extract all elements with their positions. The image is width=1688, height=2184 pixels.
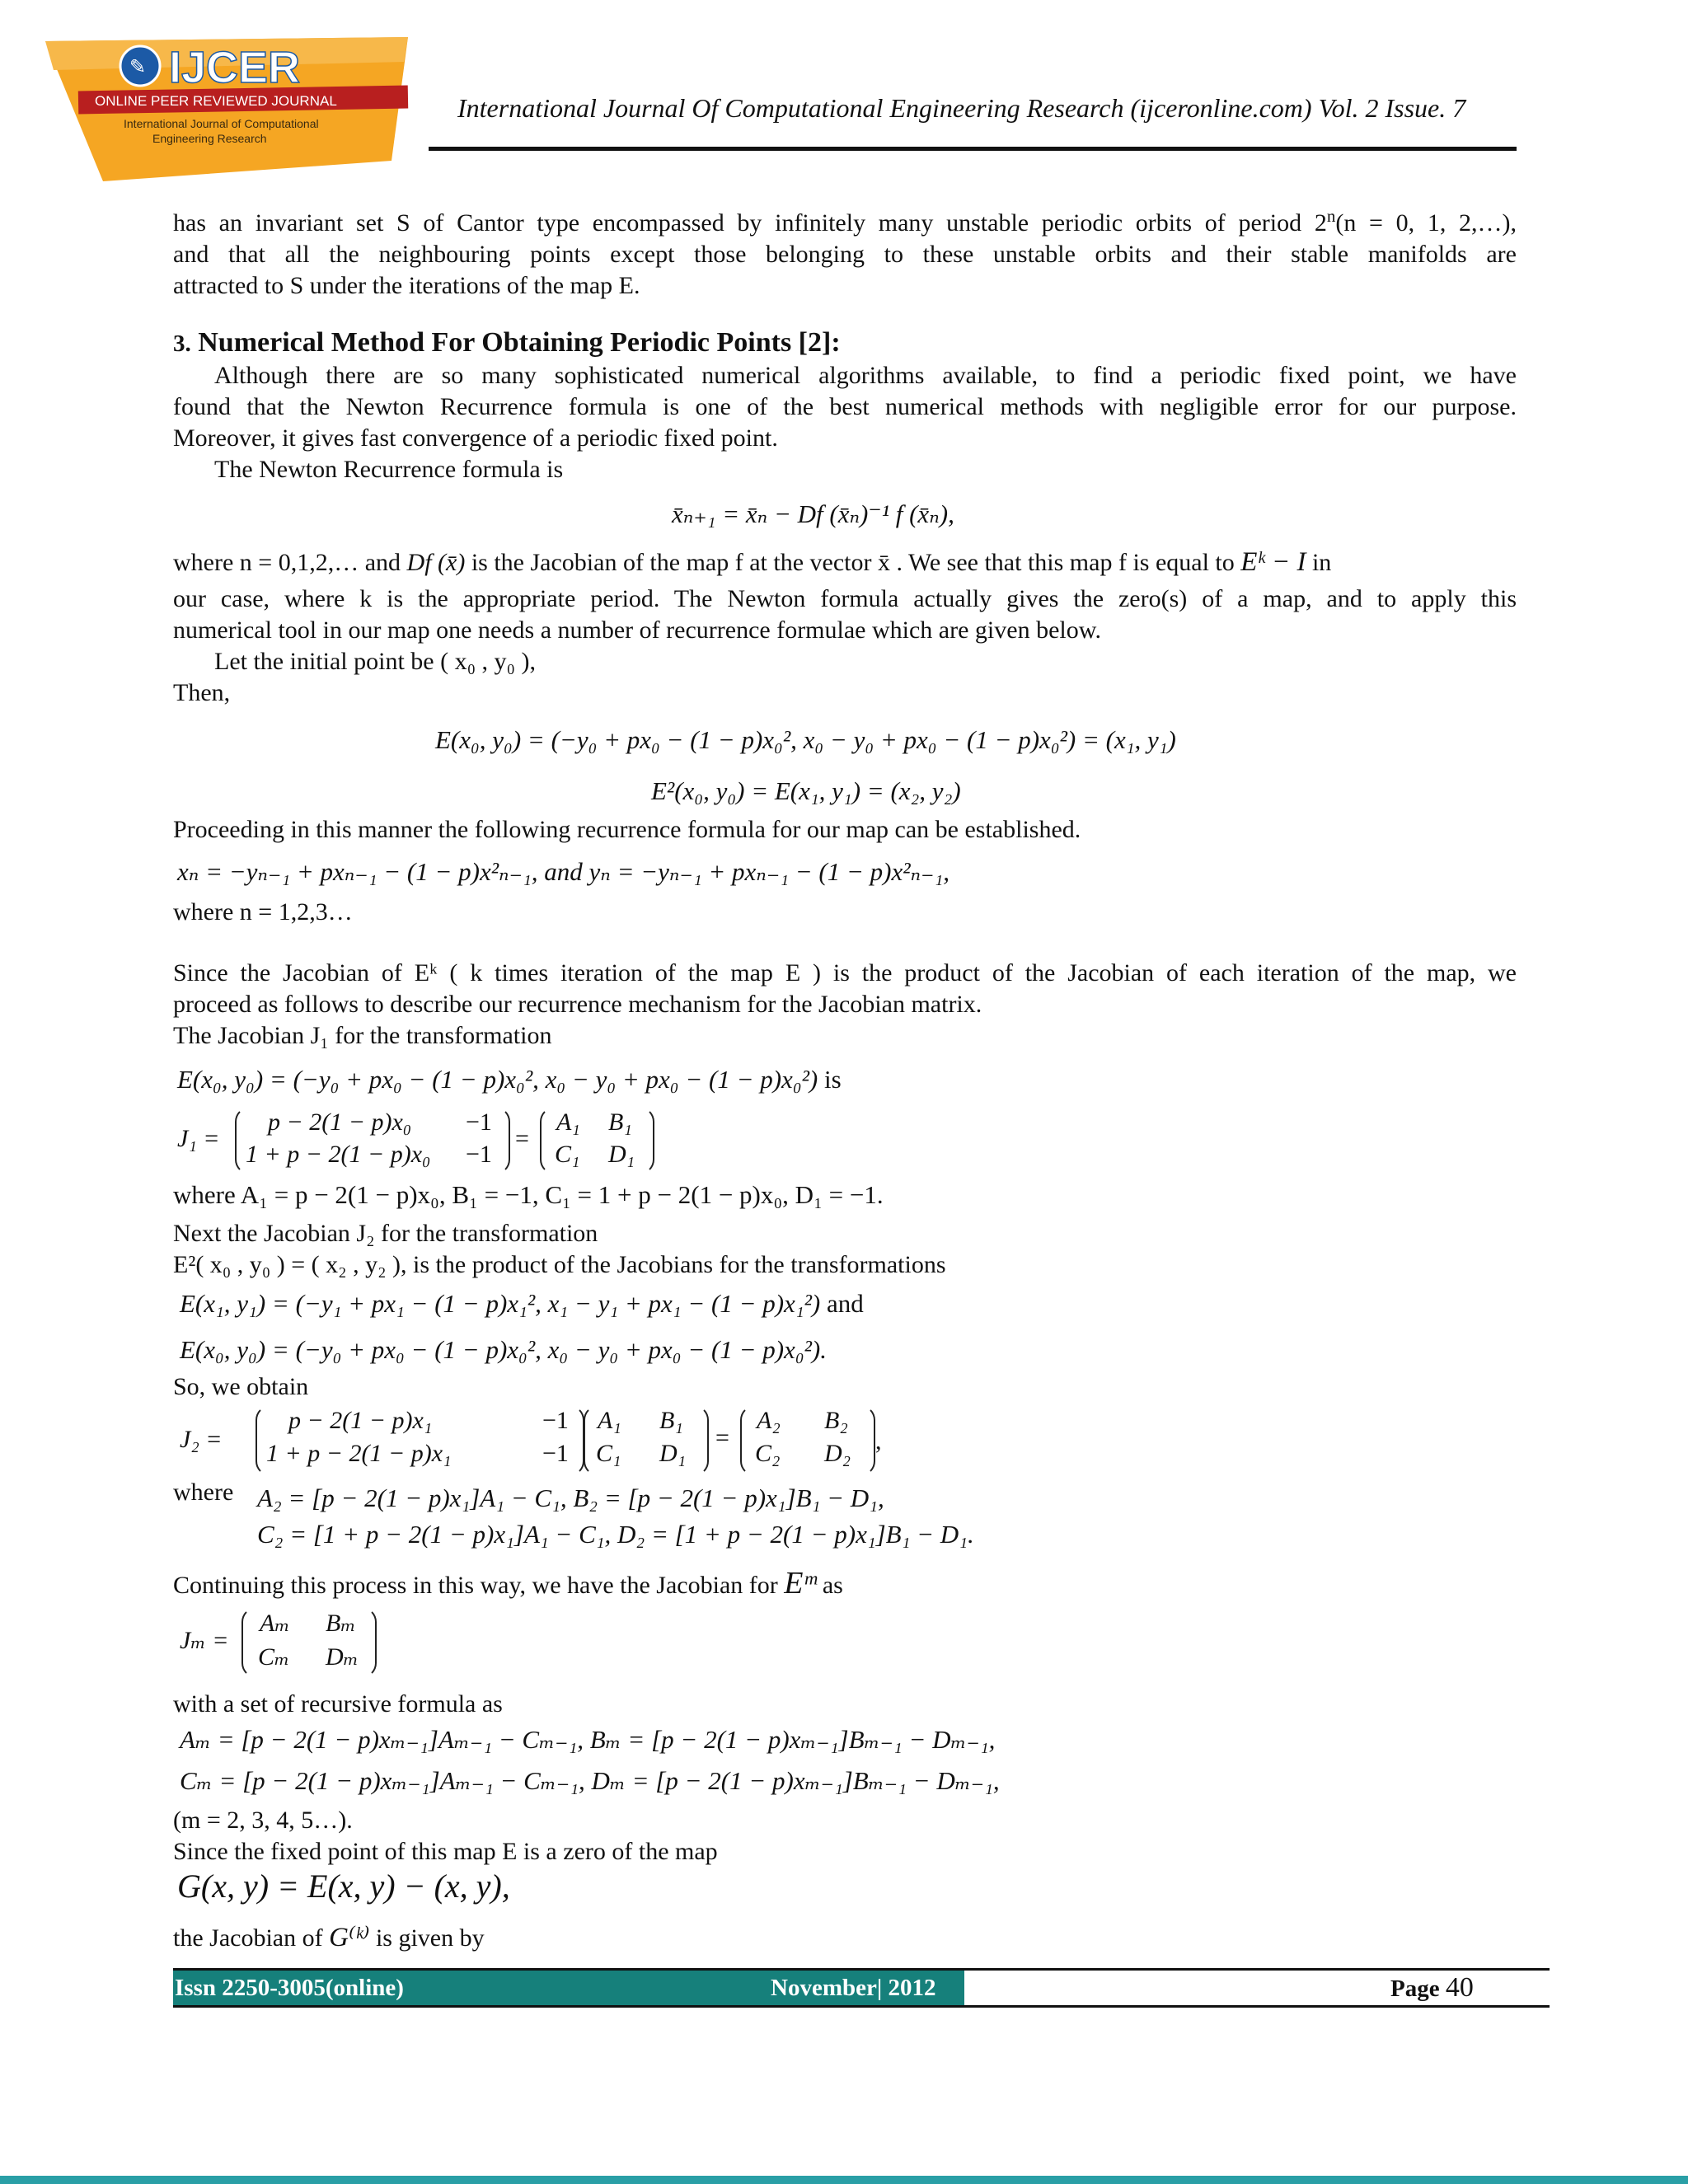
J2-D1: D₁	[659, 1440, 687, 1467]
logo-subtitle-2: Engineering Research	[152, 132, 267, 145]
J1-r2c2: −1	[466, 1141, 492, 1168]
footer-rule-bottom	[173, 2005, 1550, 2008]
J1-B: B₁	[608, 1108, 632, 1136]
equation-E0: E(x₀, y₀) = (−y₀ + px₀ − (1 − p)x₀², x₀ − y₀ + px₀ − (1 − p)x₀²) is	[177, 1065, 842, 1094]
J2-r2c2: −1	[542, 1440, 569, 1467]
para2-line-4: Let the initial point be ( x₀ , y₀ ),	[214, 648, 536, 675]
para2-line-3: numerical tool in our map one needs a number of recurrence formulae which are given below.	[173, 616, 1101, 644]
m-range: (m = 2, 3, 4, 5…).	[173, 1807, 353, 1834]
para4-line-2: proceed as follows to describe our recurrence mechanism for the Jacobian matrix.	[173, 991, 982, 1018]
para1-line-4: The Newton Recurrence formula is	[214, 456, 564, 483]
recursive-formula-1: Aₘ = [p − 2(1 − p)xₘ₋₁]Aₘ₋₁ − Cₘ₋₁, Bₘ = [p − 2(1 − p)xₘ₋₁]Bₘ₋₁ − Dₘ₋₁,	[180, 1725, 996, 1754]
paragraph-1	[173, 360, 1517, 485]
intro-line-2: and that all the neighbouring points except those belonging to these unstable orbits and their stable manifolds are	[173, 241, 1517, 268]
J1-r1c1: p − 2(1 − p)x₀	[268, 1108, 412, 1136]
footer-issn: Issn 2250-3005(online)	[173, 1971, 964, 2005]
J2-D2: D₂	[824, 1440, 851, 1467]
where-J2-line-1: A₂ = [p − 2(1 − p)x₁]A₁ − C₁, B₂ = [p − 2(1 − p)x₁]B₁ − D₁,	[257, 1483, 884, 1512]
J1-lhs: J₁ =	[177, 1125, 220, 1152]
J1-C: C₁	[555, 1141, 580, 1168]
footer-page	[1390, 1971, 1474, 2006]
paragraph-4	[173, 958, 1517, 1052]
logo-tagline: ONLINE PEER REVIEWED JOURNAL	[95, 93, 337, 109]
J1-equals: =	[515, 1125, 529, 1152]
J2-A1: A₁	[598, 1407, 621, 1434]
J2-r1c2: −1	[542, 1407, 569, 1434]
para1-line-3: Moreover, it gives fast convergence of a periodic fixed point.	[173, 424, 778, 452]
intro-line-3: attracted to S under the iterations of the map E.	[173, 272, 640, 299]
journal-title: International Journal Of Computational Engineering Research (ijceronline.com) Vol. 2 Issue. 7	[457, 93, 1466, 123]
J2-comma: ,	[875, 1427, 882, 1455]
J1-A: A₁	[556, 1108, 580, 1136]
para2-line-2: our case, where k is the appropriate period. The Newton formula actually gives the zero(s) of a map, and to apply this	[173, 585, 1517, 612]
J2-r1c1: p − 2(1 − p)x₁	[288, 1407, 433, 1434]
section-title: Numerical Method For Obtaining Periodic Points [2]:	[198, 327, 841, 358]
paragraph-5	[173, 1218, 1517, 1281]
page-label: Page	[1390, 1975, 1440, 2002]
J2-equals: =	[715, 1424, 729, 1451]
para4-line-3: The Jacobian J₁ for the transformation	[173, 1022, 552, 1049]
footer-date: November| 2012	[767, 1971, 964, 2005]
jacobian-G-text: the Jacobian of G⁽ᵏ⁾ is given by	[173, 1923, 485, 1952]
paragraph-2	[173, 546, 1517, 709]
para5-line-2: E²( x₀ , y₀ ) = ( x₂ , y₂ ), is the product of the Jacobians for the transformations	[173, 1251, 946, 1278]
J1-r2c1: 1 + p − 2(1 − p)x₀	[246, 1141, 431, 1168]
section-heading	[173, 327, 841, 359]
Jm-D: Dₘ	[326, 1643, 359, 1671]
equation-E1: E(x₀, y₀) = (−y₀ + px₀ − (1 − p)x₀², x₀ − y₀ + px₀ − (1 − p)x₀²) = (x₁, y₁)	[435, 725, 1176, 754]
para1-line-2: found that the Newton Recurrence formula is one of the best numerical methods with negligible error for our purpose.	[173, 393, 1517, 420]
continuing-text: Continuing this process in this way, we have the Jacobian for Eᵐ as	[173, 1566, 843, 1601]
recurrence-equation: xₙ = −yₙ₋₁ + pxₙ₋₁ − (1 − p)x²ₙ₋₁, and yₙ = −yₙ₋₁ + pxₙ₋₁ − (1 − p)x²ₙ₋₁,	[177, 857, 950, 886]
para2-line-5: Then,	[173, 679, 231, 706]
fixed-point-text: Since the fixed point of this map E is a zero of the map	[173, 1838, 718, 1865]
logo-name: IJCER	[169, 43, 301, 92]
section-number: 3.	[173, 330, 191, 357]
J1-D: D₁	[608, 1141, 635, 1168]
newton-equation: x̄ₙ₊₁ = x̄ₙ − Df (x̄ₙ)⁻¹ f (x̄ₙ),	[672, 499, 954, 528]
J2-A2: A₂	[757, 1407, 781, 1434]
J2-B2: B₂	[824, 1407, 848, 1434]
intro-line-1: has an invariant set S of Cantor type encompassed by infinitely many unstable periodic orbits of period $2^n(n = 0$, 1, 2,…),	[173, 206, 1517, 237]
J2-C2: C₂	[755, 1440, 781, 1467]
equation-G: G(x, y) = E(x, y) − (x, y),	[177, 1868, 510, 1905]
logo-subtitle-1: International Journal of Computational	[124, 117, 319, 130]
J2-C1: C₁	[596, 1440, 621, 1467]
ijcer-logo	[45, 37, 416, 185]
svg-text:✎: ✎	[129, 56, 147, 78]
recursive-formula-2: Cₘ = [p − 2(1 − p)xₘ₋₁]Aₘ₋₁ − Cₘ₋₁, Dₘ = [p − 2(1 − p)xₘ₋₁]Bₘ₋₁ − Dₘ₋₁,	[180, 1766, 1000, 1795]
para4-line-1: Since the Jacobian of Eᵏ ( k times iteration of the map E ) is the product of the Jacobian of each iteration of the map, we	[173, 959, 1517, 987]
where-J2-label: where	[173, 1479, 234, 1506]
Jm-B: Bₘ	[326, 1610, 356, 1637]
where-J2-line-2: C₂ = [1 + p − 2(1 − p)x₁]A₁ − C₁, D₂ = [1 + p − 2(1 − p)x₁]B₁ − D₁.	[257, 1520, 974, 1549]
para1-line-1: Although there are so many sophisticated numerical algorithms available, to find a periodic fixed point, we have	[214, 362, 1517, 389]
equation-E2: E²(x₀, y₀) = E(x₁, y₁) = (x₂, y₂)	[651, 776, 961, 805]
page-number: 40	[1445, 1972, 1474, 2003]
where-n: where n = 1,2,3…	[173, 898, 353, 926]
intro-paragraph	[173, 200, 1517, 302]
header-rule	[429, 147, 1517, 151]
J1-r1c2: −1	[466, 1108, 492, 1136]
J2-B1: B₁	[659, 1407, 683, 1434]
where-J1: where A₁ = p − 2(1 − p)x₀, B₁ = −1, C₁ = 1 + p − 2(1 − p)x₀, D₁ = −1.	[173, 1180, 884, 1209]
recursive-label: with a set of recursive formula as	[173, 1690, 503, 1718]
paragraph-3: Proceeding in this manner the following recurrence formula for our map can be established.	[173, 816, 1081, 843]
para2-line-1: where n = 0,1,2,… and Df (x̄) is the Jacobian of the map f at the vector x̄ . We see that this map f is equal to Eᵏ − I in	[173, 547, 1332, 577]
para5-line-1: Next the Jacobian J₂ for the transformation	[173, 1220, 598, 1247]
Jm-C: Cₘ	[258, 1643, 290, 1671]
J2-lhs: J₂ =	[180, 1426, 223, 1453]
Jm-lhs: Jₘ =	[180, 1627, 229, 1654]
Jm-A: Aₘ	[260, 1610, 290, 1637]
equation-E0b: E(x₀, y₀) = (−y₀ + px₀ − (1 − p)x₀², x₀ − y₀ + px₀ − (1 − p)x₀²).	[180, 1335, 827, 1364]
equation-E1b: E(x₁, y₁) = (−y₁ + px₁ − (1 − p)x₁², x₁ − y₁ + px₁ − (1 − p)x₁²) and	[180, 1289, 864, 1318]
J2-r2c1: 1 + p − 2(1 − p)x₁	[266, 1440, 452, 1467]
bottom-band	[0, 2176, 1688, 2184]
so-we-obtain: So, we obtain	[173, 1373, 309, 1400]
